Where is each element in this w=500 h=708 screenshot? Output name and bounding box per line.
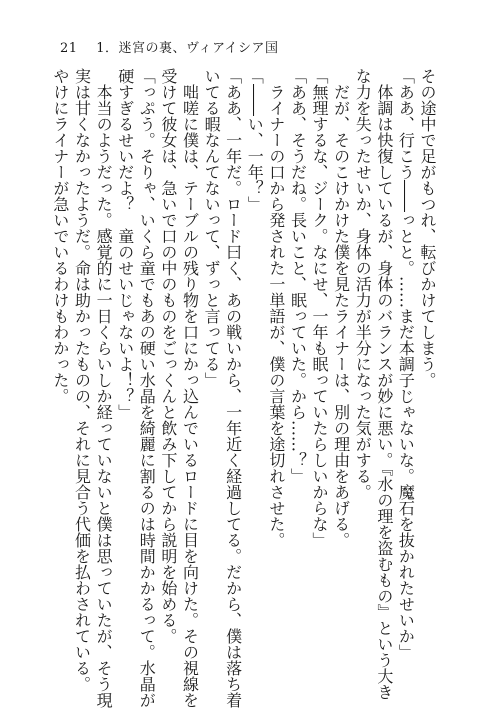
- text-line: 硬すぎるせいだよ？ 童のせいじゃないよ！？」: [115, 68, 135, 420]
- text-line: いてる暇なんてないって、ずっと言ってる」: [202, 68, 222, 388]
- text-line: 受けて彼女は、急いで口の中のものをごっくんと飲み下してから説明を始める。: [158, 68, 178, 644]
- text-line: 「っぷう。そりゃ、いくら童でもあの硬い水晶を綺麗に割るのは時間かかるって。水晶が: [137, 68, 157, 708]
- vertical-text-body: [50, 68, 438, 708]
- chapter-title: 1．迷宮の裏、ヴィアイシア国: [96, 41, 279, 56]
- text-line: ライナーの口から発された一単語が、僕の言葉を途切れさせた。: [266, 68, 286, 548]
- text-line: 「ああ、一年だ。ロード曰く、あの戦いから、一年近く経過してる。だから、僕は落ち着: [223, 68, 243, 708]
- text-line: 実は甘くなかったようだ。命は助かったものの、それに見合う代価を払わされている。: [72, 68, 92, 692]
- text-line: な力を失ったせいか、身体の活力が半分になった気がする。: [353, 68, 373, 500]
- text-line: やけにライナーが急いでいるわけもわかった。: [50, 68, 70, 404]
- text-line: その途中で足がもつれ、転びかけてしまう。: [418, 68, 437, 388]
- text-line: 体調は快復しているが、身体のバランスが妙に悪い。『水の理を盗むもの』という大き: [374, 68, 394, 700]
- text-line: 本当のようだった。感覚的に一日くらいしか経っていないと僕は思っていたが、そう現: [94, 68, 114, 708]
- text-line: 「無理するな、ジーク。なにせ、一年も眠っていたらしいからな」: [310, 68, 330, 548]
- page-number: 21: [60, 41, 78, 56]
- text-line: 「――い、一年？」: [245, 68, 265, 212]
- running-header: [60, 37, 279, 56]
- text-line: 咄嗟に僕は、テーブルの残り物を口にかっ込んでいるロードに目を向けた。その視線を: [180, 68, 200, 708]
- text-line: 「ああ、行こう――っとと。……まだ本調子じゃないな。魔石を抜かれたせいか」: [396, 68, 416, 660]
- text-line: 「ああ、そうだね。長いこと、眠っていた。から……？」: [288, 68, 308, 484]
- text-line: だが、そのこけかけた僕を見たライナーは、別の理由をあげる。: [331, 68, 351, 548]
